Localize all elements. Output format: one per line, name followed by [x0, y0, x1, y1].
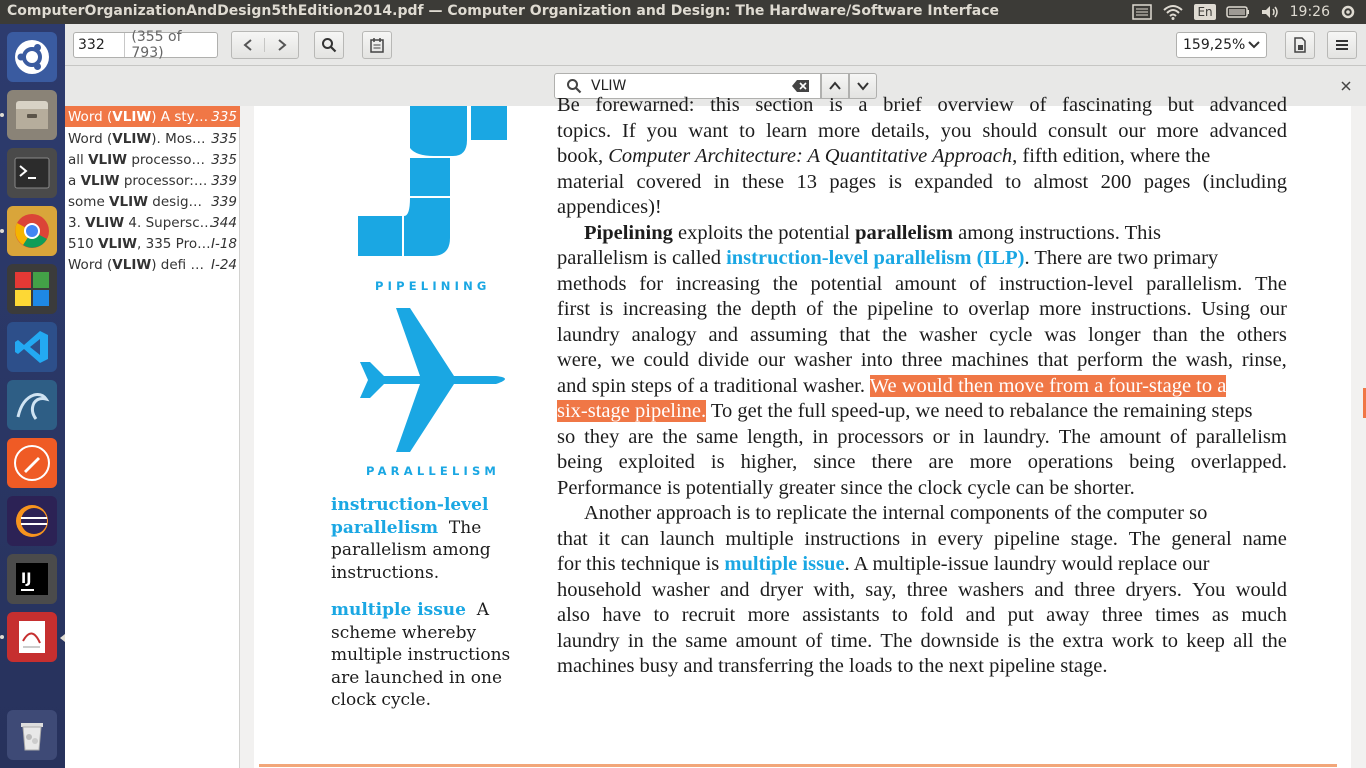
margin-definition: The parallelism among instructions.	[331, 517, 491, 583]
trash-icon[interactable]	[7, 710, 57, 760]
result-page: 335	[211, 151, 237, 168]
messaging-icon[interactable]	[1132, 0, 1152, 24]
main-menu-button[interactable]	[1327, 31, 1357, 59]
margin-definition-multiple-issue	[331, 599, 536, 712]
search-result-item[interactable]	[65, 149, 240, 170]
search-highlight: We would then move from a four-stage to a	[869, 374, 1227, 397]
result-page: 339	[211, 172, 237, 189]
running-indicator	[0, 113, 4, 117]
result-page: I-18	[210, 235, 237, 252]
result-text: 510 VLIW, 335 Pro…	[68, 235, 211, 252]
annotations-icon	[369, 37, 385, 53]
zoom-selector[interactable]	[1176, 32, 1267, 58]
airplane-icon	[354, 306, 514, 454]
top-panel	[0, 0, 1366, 24]
text-line: and spin steps of a traditional washer. We would then move from a four-stage to a	[557, 374, 1227, 397]
search-icon	[566, 78, 582, 94]
result-text: 3. VLIW 4. Supersc…	[68, 214, 214, 231]
text-line: household washer and dryer with, say, three washers and three dryers. You would	[557, 578, 1287, 601]
search-result-item[interactable]	[65, 170, 240, 191]
mysql-workbench-icon[interactable]	[7, 380, 57, 430]
search-highlight: six-stage pipeline.	[557, 400, 707, 422]
result-text: all VLIW processo…	[68, 151, 205, 168]
search-result-item[interactable]	[65, 106, 240, 127]
clock[interactable]: 19:26	[1289, 4, 1330, 20]
search-result-item[interactable]	[65, 128, 240, 149]
terminal-icon[interactable]	[7, 148, 57, 198]
text-line: also have to recruit more assistants to fold and put away three times as much	[557, 604, 1287, 626]
document-menu-button[interactable]	[1285, 31, 1315, 59]
result-page: 339	[211, 193, 237, 210]
text-line: parallelism is called instruction-level parallelism (ILP). There are two primary	[557, 247, 1219, 269]
volume-icon[interactable]	[1260, 0, 1280, 24]
wifi-icon[interactable]	[1162, 0, 1184, 24]
result-text: Word (VLIW) A sty…	[68, 108, 209, 125]
chevron-up-icon	[829, 81, 841, 91]
search-button[interactable]	[314, 31, 344, 59]
result-text: some VLIW desig…	[68, 193, 203, 210]
viewer-toolbar	[65, 24, 1366, 66]
svg-text:IJ: IJ	[21, 571, 32, 587]
text-line: laundry analogy and assuming that the washer cycle was longer than the others	[557, 323, 1287, 346]
running-indicator	[0, 635, 4, 639]
keyboard-layout-label: En	[1194, 4, 1215, 20]
chevron-down-icon	[1247, 40, 1261, 50]
result-text: Word (VLIW) defi …	[68, 256, 204, 273]
text-line: book, Computer Architecture: A Quantitative Approach, fifth edition, where the	[557, 145, 1211, 167]
text-line: Performance is potentially greater since the clock cycle can be shorter.	[557, 476, 1135, 499]
search-results-sidebar	[65, 106, 240, 768]
files-icon[interactable]	[7, 90, 57, 140]
margin-term: instruction-level parallelism	[331, 495, 489, 538]
search-icon	[321, 37, 337, 53]
window-title: ComputerOrganizationAndDesign5thEdition2014.pdf — Computer Organization and Design: The Hardware/Software Interface	[7, 3, 1000, 19]
ubuntu-dash-icon[interactable]	[7, 32, 57, 82]
apps-grid-icon[interactable]	[7, 264, 57, 314]
page-count-label: (355 of 793)	[131, 29, 182, 61]
text-line: machines busy and transferring the loads to the next pipeline stage.	[557, 655, 1108, 677]
annotations-button[interactable]	[362, 31, 392, 59]
text-line: Pipelining exploits the potential parallelism among instructions. This	[584, 221, 1162, 244]
text-line: six-stage pipeline. To get the full speed-up, we need to rebalance the remaining steps	[557, 400, 1253, 422]
vscode-icon[interactable]	[7, 322, 57, 372]
intellij-icon[interactable]	[7, 554, 57, 604]
search-result-item[interactable]	[65, 254, 240, 275]
document-icon	[1292, 37, 1308, 53]
page-number-input[interactable]: 332	[74, 33, 125, 57]
margin-term: multiple issue	[331, 600, 466, 620]
result-page: 335	[211, 130, 237, 147]
result-text: Word (VLIW). Mos…	[68, 130, 206, 147]
next-page-icon[interactable]	[265, 38, 298, 52]
text-line: Another approach is to replicate the internal components of the computer so	[584, 502, 1208, 524]
chrome-icon[interactable]	[7, 206, 57, 256]
text-line: so they are the same length, in processors or in laundry. The amount of parallelism	[557, 425, 1287, 448]
pipelining-label: PIPELINING	[375, 279, 491, 293]
clear-search-icon[interactable]	[792, 79, 810, 93]
find-query: VLIW	[591, 78, 627, 94]
power-gear-icon[interactable]	[1340, 0, 1356, 24]
text-line: topics. If you want to learn more details, you should consult our more advanced	[557, 119, 1287, 142]
running-indicator	[0, 229, 4, 233]
search-result-item[interactable]	[65, 212, 240, 233]
search-result-item[interactable]	[65, 233, 240, 254]
margin-definition-ilp	[331, 494, 526, 584]
keyboard-layout-indicator[interactable]	[1194, 0, 1215, 24]
postman-icon[interactable]	[7, 438, 57, 488]
document-viewer-icon[interactable]	[7, 612, 57, 662]
eclipse-icon[interactable]	[7, 496, 57, 546]
page-nav-group	[231, 31, 299, 59]
result-page: 335	[211, 108, 237, 125]
text-line: material covered in these 13 pages is expanded to almost 200 pages (including	[557, 170, 1287, 193]
indicator-area	[1132, 0, 1366, 24]
text-line: laundry in the same amount of time. The downside is the extra work to keep all the	[557, 629, 1287, 652]
result-page: 344	[211, 214, 237, 231]
launcher	[0, 24, 65, 768]
close-findbar-icon[interactable]	[1338, 78, 1354, 94]
margin-definition: A scheme whereby multiple instructions are launched in one clock cycle.	[331, 600, 511, 710]
text-line: first is increasing the depth of the pipeline to overlap more instructions. Using our	[557, 298, 1287, 320]
result-page: I-24	[210, 256, 237, 273]
text-line: being exploited is higher, since there are more operations being overlapped.	[557, 451, 1287, 473]
pipelining-icon	[354, 106, 514, 266]
text-line: methods for increasing the potential amount of instruction-level parallelism. The	[557, 272, 1287, 295]
text-line: appendices)!	[557, 196, 662, 218]
result-text: a VLIW processor:…	[68, 172, 208, 189]
page-number-entry[interactable]	[73, 29, 218, 61]
text-line: that it can launch multiple instructions in every pipeline stage. The general name	[557, 527, 1287, 550]
previous-page-icon[interactable]	[232, 38, 265, 52]
hamburger-icon	[1335, 38, 1349, 52]
parallelism-label: PARALLELISM	[366, 464, 501, 478]
zoom-value: 159,25%	[1183, 37, 1246, 53]
page-bottom-highlight	[259, 764, 1337, 767]
search-result-item[interactable]	[65, 191, 240, 212]
document-page	[254, 94, 1351, 768]
chevron-down-icon	[857, 81, 869, 91]
body-text	[557, 94, 1287, 680]
document-view[interactable]	[240, 94, 1366, 768]
text-line: Be forewarned: this section is a brief overview of fascinating but advanced	[557, 94, 1287, 116]
text-line: for this technique is multiple issue. A multiple-issue laundry would replace our	[557, 553, 1210, 575]
battery-icon[interactable]	[1226, 0, 1250, 24]
text-line: were, we could divide our washer into three machines that perform the wash, rinse,	[557, 349, 1287, 371]
